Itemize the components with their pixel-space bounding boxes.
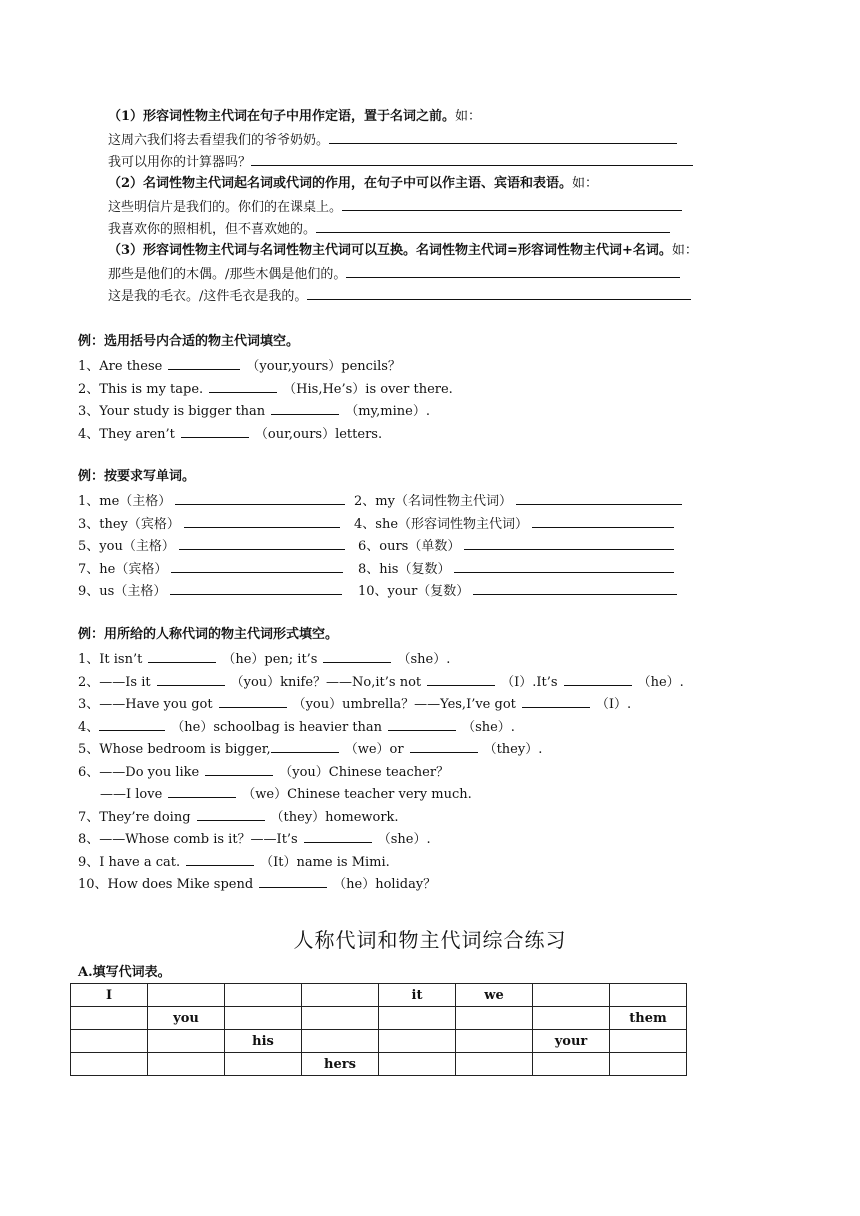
exercise-2-title: 例：按要求写单词。 bbox=[78, 469, 196, 484]
exercise-1-title: 例：选用括号内合适的物主代词填空。 bbox=[78, 334, 300, 349]
item-text: 1、me（主格） bbox=[78, 494, 172, 509]
exercise-3-item-9 bbox=[78, 853, 390, 871]
rule-3-example-1 bbox=[108, 265, 680, 283]
item-text: （we）or bbox=[344, 742, 404, 757]
item-text: （he）schoolbag is heavier than bbox=[171, 720, 383, 735]
table-cell[interactable]: you bbox=[148, 1007, 225, 1030]
rule-1-example-1 bbox=[108, 131, 677, 149]
item-hint: （she）. bbox=[462, 720, 515, 735]
table-a-label: A.填写代词表。 bbox=[78, 965, 171, 980]
exercise-2-row-5-right bbox=[358, 582, 677, 600]
item-text: 10、How does Mike spend bbox=[78, 877, 254, 892]
table-row bbox=[71, 1007, 687, 1030]
answer-line[interactable] bbox=[516, 492, 682, 505]
rule-2-line bbox=[108, 176, 598, 192]
item-text: 3、——Have you got bbox=[78, 697, 213, 712]
table-cell[interactable] bbox=[610, 1053, 687, 1076]
example-text: 这周六我们将去看望我们的爷爷奶奶。 bbox=[108, 133, 330, 148]
table-cell[interactable] bbox=[71, 1030, 148, 1053]
exercise-3-title: 例：用所给的人称代词的物主代词形式填空。 bbox=[78, 627, 339, 642]
item-hint: （I）. bbox=[595, 697, 632, 712]
exercise-3-item-2 bbox=[78, 673, 684, 691]
exercise-2-row-1 bbox=[78, 492, 345, 510]
rule-1-tail: 如： bbox=[455, 109, 482, 124]
item-hint: （It）name is Mimi. bbox=[260, 855, 390, 870]
exercise-1-item-3 bbox=[78, 402, 430, 420]
answer-line[interactable] bbox=[342, 198, 682, 211]
blank[interactable] bbox=[186, 853, 254, 866]
table-cell[interactable] bbox=[533, 1053, 610, 1076]
table-cell[interactable] bbox=[533, 984, 610, 1007]
item-hint: （we）Chinese teacher very much. bbox=[242, 787, 472, 802]
item-text: 3、they（宾格） bbox=[78, 517, 180, 532]
item-text: 1、Are these bbox=[78, 359, 163, 374]
exercise-3-item-4 bbox=[78, 718, 515, 736]
item-text: ——I love bbox=[100, 787, 163, 802]
item-text: 8、——Whose comb is it？——It’s bbox=[78, 832, 298, 847]
exercise-2-row-2 bbox=[78, 515, 340, 533]
item-text: 8、his（复数） bbox=[358, 562, 451, 577]
item-hint: （your,yours）pencils？ bbox=[246, 359, 401, 374]
blank[interactable] bbox=[209, 380, 277, 393]
example-text: 我可以用你的计算器吗？ bbox=[108, 155, 252, 170]
table-cell[interactable] bbox=[71, 1053, 148, 1076]
item-text: 6、ours（单数） bbox=[358, 539, 461, 554]
table-cell[interactable] bbox=[456, 1030, 533, 1053]
answer-line[interactable] bbox=[307, 287, 691, 300]
item-text: （I）.It’s bbox=[501, 675, 558, 690]
table-cell[interactable] bbox=[148, 1030, 225, 1053]
answer-line[interactable] bbox=[171, 560, 343, 573]
blank[interactable] bbox=[148, 650, 216, 663]
section-title: 人称代词和物主代词综合练习 bbox=[293, 928, 567, 952]
rule-3-line bbox=[108, 243, 698, 259]
item-text: 4、 bbox=[78, 720, 100, 735]
exercise-3-item-7 bbox=[78, 808, 399, 826]
blank[interactable] bbox=[271, 402, 339, 415]
item-text: 2、——Is it bbox=[78, 675, 151, 690]
item-text: 9、us（主格） bbox=[78, 584, 167, 599]
item-hint: （our,ours）letters. bbox=[254, 427, 383, 442]
exercise-3-item-6b bbox=[100, 785, 472, 803]
rule-2-tail: 如： bbox=[572, 176, 599, 191]
exercise-3-item-3 bbox=[78, 695, 631, 713]
example-text: 我喜欢你的照相机，但不喜欢她的。 bbox=[108, 222, 317, 237]
table-cell[interactable] bbox=[302, 1030, 379, 1053]
table-row bbox=[71, 1053, 687, 1076]
answer-line[interactable] bbox=[251, 153, 693, 166]
item-text: 6、——Do you like bbox=[78, 765, 200, 780]
rule-1-example-2 bbox=[108, 153, 693, 171]
blank[interactable] bbox=[271, 740, 339, 753]
exercise-1-item-4 bbox=[78, 425, 382, 443]
table-row bbox=[71, 1030, 687, 1053]
answer-line[interactable] bbox=[532, 515, 674, 528]
exercise-1-item-1 bbox=[78, 357, 401, 375]
table-cell[interactable]: your bbox=[533, 1030, 610, 1053]
blank[interactable] bbox=[205, 763, 273, 776]
answer-line[interactable] bbox=[184, 515, 340, 528]
answer-line[interactable] bbox=[316, 220, 670, 233]
rule-2-example-1 bbox=[108, 198, 682, 216]
item-hint: （His,He’s）is over there. bbox=[283, 382, 453, 397]
answer-line[interactable] bbox=[473, 582, 677, 595]
item-text: 1、It isn’t bbox=[78, 652, 143, 667]
blank[interactable] bbox=[304, 830, 372, 843]
table-cell[interactable] bbox=[71, 1007, 148, 1030]
blank[interactable] bbox=[197, 808, 265, 821]
item-hint: （you）Chinese teacher？ bbox=[279, 765, 450, 780]
rule-3-heading: （3）形容词性物主代词与名词性物主代词可以互换。名词性物主代词=形容词性物主代词+名词。 bbox=[108, 243, 672, 258]
table-cell[interactable] bbox=[225, 1053, 302, 1076]
answer-line[interactable] bbox=[179, 537, 345, 550]
exercise-2-row-5 bbox=[78, 582, 342, 600]
blank[interactable] bbox=[323, 650, 391, 663]
item-text: 4、They aren’t bbox=[78, 427, 175, 442]
answer-line[interactable] bbox=[346, 265, 680, 278]
item-text: 4、she（形容词性物主代词） bbox=[354, 517, 529, 532]
exercise-3-item-1 bbox=[78, 650, 450, 668]
blank[interactable] bbox=[564, 673, 632, 686]
rule-2-heading: （2）名词性物主代词起名词或代词的作用，在句子中可以作主语、宾语和表语。 bbox=[108, 176, 573, 191]
item-text: （you）knife？——No,it’s not bbox=[230, 675, 422, 690]
example-text: 这是我的毛衣。/这件毛衣是我的。 bbox=[108, 289, 308, 304]
answer-line[interactable] bbox=[454, 560, 674, 573]
table-cell[interactable] bbox=[148, 984, 225, 1007]
item-text: 9、I have a cat. bbox=[78, 855, 181, 870]
table-cell[interactable] bbox=[379, 1030, 456, 1053]
item-hint: （she）. bbox=[377, 832, 431, 847]
table-cell[interactable] bbox=[610, 984, 687, 1007]
item-text: 2、my（名词性物主代词） bbox=[354, 494, 512, 509]
example-text: 那些是他们的木偶。/那些木偶是他们的。 bbox=[108, 267, 347, 282]
item-text: （you）umbrella？——Yes,I’ve got bbox=[292, 697, 516, 712]
table-cell[interactable]: his bbox=[225, 1030, 302, 1053]
pronoun-table bbox=[70, 983, 687, 1076]
table-cell[interactable] bbox=[302, 984, 379, 1007]
blank[interactable] bbox=[259, 875, 327, 888]
answer-line[interactable] bbox=[329, 131, 677, 144]
table-cell[interactable]: we bbox=[456, 984, 533, 1007]
item-text: （he）pen; it’s bbox=[222, 652, 318, 667]
item-hint: （they）homework. bbox=[270, 810, 399, 825]
exercise-2-row-4 bbox=[78, 560, 343, 578]
item-text: 7、he（宾格） bbox=[78, 562, 168, 577]
example-text: 这些明信片是我们的。你们的在课桌上。 bbox=[108, 200, 343, 215]
item-hint: （he）. bbox=[637, 675, 684, 690]
exercise-3-item-6 bbox=[78, 763, 449, 781]
table-cell[interactable] bbox=[379, 1007, 456, 1030]
table-cell[interactable]: I bbox=[71, 984, 148, 1007]
blank[interactable] bbox=[388, 718, 456, 731]
item-hint: （my,mine）. bbox=[345, 404, 430, 419]
table-cell[interactable] bbox=[533, 1007, 610, 1030]
answer-line[interactable] bbox=[464, 537, 674, 550]
blank[interactable] bbox=[181, 425, 249, 438]
exercise-2-row-3-right bbox=[358, 537, 674, 555]
table-cell[interactable] bbox=[456, 1007, 533, 1030]
table-cell[interactable] bbox=[148, 1053, 225, 1076]
item-text: 5、Whose bedroom is bigger, bbox=[78, 742, 271, 757]
blank[interactable] bbox=[410, 740, 478, 753]
rule-1-heading: （1）形容词性物主代词在句子中用作定语，置于名词之前。 bbox=[108, 109, 456, 124]
item-text: 10、your（复数） bbox=[358, 584, 470, 599]
blank[interactable] bbox=[157, 673, 225, 686]
blank[interactable] bbox=[522, 695, 590, 708]
rule-3-example-2 bbox=[108, 287, 691, 305]
item-text: 3、Your study is bigger than bbox=[78, 404, 266, 419]
answer-line[interactable] bbox=[175, 492, 345, 505]
table-cell[interactable] bbox=[456, 1053, 533, 1076]
table-cell[interactable] bbox=[225, 1007, 302, 1030]
rule-3-tail: 如： bbox=[671, 243, 698, 258]
exercise-2-row-3 bbox=[78, 537, 345, 555]
exercise-2-row-2-right bbox=[354, 515, 674, 533]
table-cell[interactable]: hers bbox=[302, 1053, 379, 1076]
table-cell[interactable]: it bbox=[379, 984, 456, 1007]
table-cell[interactable] bbox=[225, 984, 302, 1007]
item-text: 2、This is my tape. bbox=[78, 382, 204, 397]
exercise-2-row-1-right bbox=[354, 492, 682, 510]
item-hint: （he）holiday？ bbox=[333, 877, 437, 892]
item-hint: （she）. bbox=[397, 652, 451, 667]
exercise-1-item-2 bbox=[78, 380, 453, 398]
table-cell[interactable]: them bbox=[610, 1007, 687, 1030]
table-cell[interactable] bbox=[379, 1053, 456, 1076]
exercise-3-item-5 bbox=[78, 740, 542, 758]
answer-line[interactable] bbox=[170, 582, 342, 595]
exercise-2-row-4-right bbox=[358, 560, 674, 578]
table-cell[interactable] bbox=[302, 1007, 379, 1030]
table-row bbox=[71, 984, 687, 1007]
blank[interactable] bbox=[168, 785, 236, 798]
blank[interactable] bbox=[427, 673, 495, 686]
exercise-3-item-8 bbox=[78, 830, 431, 848]
item-hint: （they）. bbox=[483, 742, 543, 757]
blank[interactable] bbox=[99, 718, 165, 731]
rule-2-example-2 bbox=[108, 220, 670, 238]
item-text: 5、you（主格） bbox=[78, 539, 175, 554]
item-text: 7、They’re doing bbox=[78, 810, 191, 825]
blank[interactable] bbox=[168, 357, 240, 370]
rule-1-line bbox=[108, 109, 481, 125]
blank[interactable] bbox=[219, 695, 287, 708]
exercise-3-item-10 bbox=[78, 875, 436, 893]
table-cell[interactable] bbox=[610, 1030, 687, 1053]
